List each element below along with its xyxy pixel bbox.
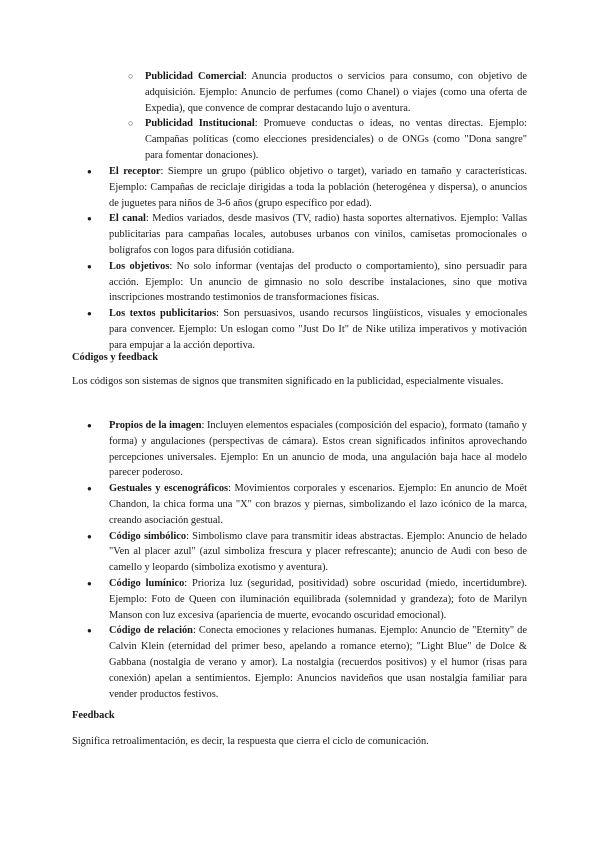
list-item [145, 116, 527, 163]
list-item [109, 623, 527, 702]
item-term: El receptor [109, 166, 161, 177]
item-term: Publicidad Institucional [145, 118, 255, 130]
feedback-text: Significa retroalimentación, es decir, la respuesta que cierra el ciclo de comunicación. [72, 736, 429, 747]
list-item [109, 211, 527, 258]
list-item [109, 529, 527, 576]
item-term: Propios de la imagen [109, 420, 202, 431]
item-term: Código simbólico [109, 530, 187, 542]
item-text: : Simbolismo clave para transmitir ideas abstractas. Ejemplo: Anuncio de helado "Ven al placer azul" (azul simboliza frescura y placer refrescante); anuncio de Audi con beso de camello y leopardo (simboliza exotismo y aventura). [109, 530, 527, 574]
list-item [145, 69, 527, 116]
item-text: : Siempre un grupo (público objetivo o target), variado en tamaño y características. Ejemplo: Campañas de reciclaje dirigidas a toda la población (heterogénea y dispersa), o anuncios de juguetes para niños de 3-6 años (grupo específico por edad). [109, 166, 527, 209]
item-term: Código lumínico [109, 577, 185, 589]
list-item [109, 418, 527, 481]
item-text: : Incluyen elementos espaciales (composición del espacio), formato (tamaño y forma) y angulaciones (perspectivas de cámara). Estos crean significados infinitos aprovechando percepciones universales. Ejemplo: En un anuncio de moda, una angulación baja hace al modelo parecer poderoso. [109, 420, 527, 479]
codes-intro: Los códigos son sistemas de signos que transmiten significado en la publicidad, especialmente visuales. [72, 376, 504, 387]
item-term: Publicidad Comercial [145, 71, 244, 82]
item-term: Gestuales y escenográficos [109, 483, 229, 495]
item-text: : Conecta emociones y relaciones humanas. Ejemplo: Anuncio de "Eternity" de Calvin Klein (eternidad del primer beso, apelando a romance eterno); "Light Blue" de Dolce & Gabbana (nostalgia de verano y amor). La nostalgia (recuerdos positivos) y el humor (risas para conexión) apelan a sentimientos. Ejemplo: Anuncios navideños que usan nostalgia familiar para vender productos festivos. [109, 625, 527, 700]
item-term: Los objetivos [109, 260, 170, 272]
codes-heading: Códigos y feedback [72, 352, 159, 363]
feedback-heading: Feedback [72, 710, 115, 721]
item-text: : Prioriza luz (seguridad, positividad) sobre oscuridad (miedo, incertidumbre). Ejemplo: Foto de Queen con iluminación equilibrada (solemnidad y grandeza); foto de Marilyn Manson con luz excesiva (apariencia de muerte, evocando oscuridad emocional). [109, 577, 527, 621]
communication-elements-list [109, 164, 527, 354]
item-text: : No solo informar (ventajas del producto o comportamiento), sino persuadir para acción. Ejemplo: Un anuncio de gimnasio no solo describe instalaciones, sino que motiva inscripciones mostrando testimonios de transformaciones físicas. [109, 260, 527, 304]
list-item [109, 481, 527, 528]
list-item [109, 259, 527, 306]
list-item [109, 576, 527, 623]
item-text: : Medios variados, desde masivos (TV, radio) hasta soportes alternativos. Ejemplo: Vallas publicitarias para campañas locales, autobuses urbanos con vinilos, camisetas promocionales o bolígrafos con logos para difusión cotidiana. [109, 213, 527, 256]
advertising-types-list [145, 69, 527, 164]
item-term: Los textos publicitarios [109, 308, 217, 320]
item-text: : Anuncia productos o servicios para consumo, con objetivo de adquisición. Ejemplo: Anuncio de perfumes (como Chanel) o viajes (como una oferta de Expedia), que convence de comprar destacando lujo o aventura. [145, 71, 527, 114]
item-term: Código de relación [109, 625, 193, 637]
item-term: El canal [109, 213, 146, 225]
list-item [109, 164, 527, 211]
list-item [109, 306, 527, 353]
item-text: : Movimientos corporales y escenarios. Ejemplo: En anuncio de Moët Chandon, la chica forma una "X" con brazos y piernas, simbolizando el lazo icónico de la marca, creando asociación gestual. [109, 483, 527, 526]
item-text: : Son persuasivos, usando recursos lingüísticos, visuales y emocionales para convencer. Ejemplo: Un eslogan como "Just Do It" de Nike utiliza imperativos y motivación para empujar a la acción deportiva. [109, 308, 527, 351]
item-text: : Promueve conductas o ideas, no ventas directas. Ejemplo: Campañas políticas (como elecciones presidenciales) o de ONGs (como "Dona sangre" para fomentar donaciones). [145, 118, 527, 161]
codes-list [109, 418, 527, 702]
